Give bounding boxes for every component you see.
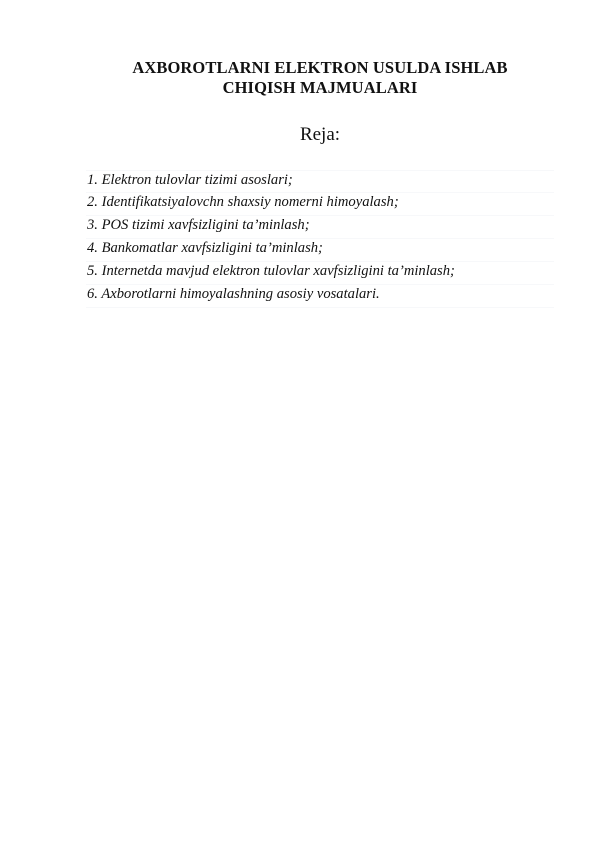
plan-item-6: 6. Axborotlarni himoyalashning asosiy vosatalari. bbox=[86, 285, 554, 308]
plan-item-1: 1. Elektron tulovlar tizimi asoslari; bbox=[86, 170, 554, 193]
plan-item-4: 4. Bankomatlar xavfsizligini ta’minlash; bbox=[86, 239, 554, 262]
plan-heading: Reja: bbox=[299, 124, 341, 145]
title-line-2: CHIQISH MAJMUALARI bbox=[222, 78, 418, 97]
plan-item-2: 2. Identifikatsiyalovchn shaxsiy nomerni himoyalash; bbox=[86, 193, 554, 216]
title-line-1: AXBOROTLARNI ELEKTRON USULDA ISHLAB bbox=[132, 58, 508, 77]
document-title bbox=[86, 58, 554, 98]
plan-item-3: 3. POS tizimi xavfsizligini ta’minlash; bbox=[86, 216, 554, 239]
plan-item-5: 5. Internetda mavjud elektron tulovlar xavfsizligini ta’minlash; bbox=[86, 262, 554, 285]
plan-list bbox=[86, 170, 554, 308]
